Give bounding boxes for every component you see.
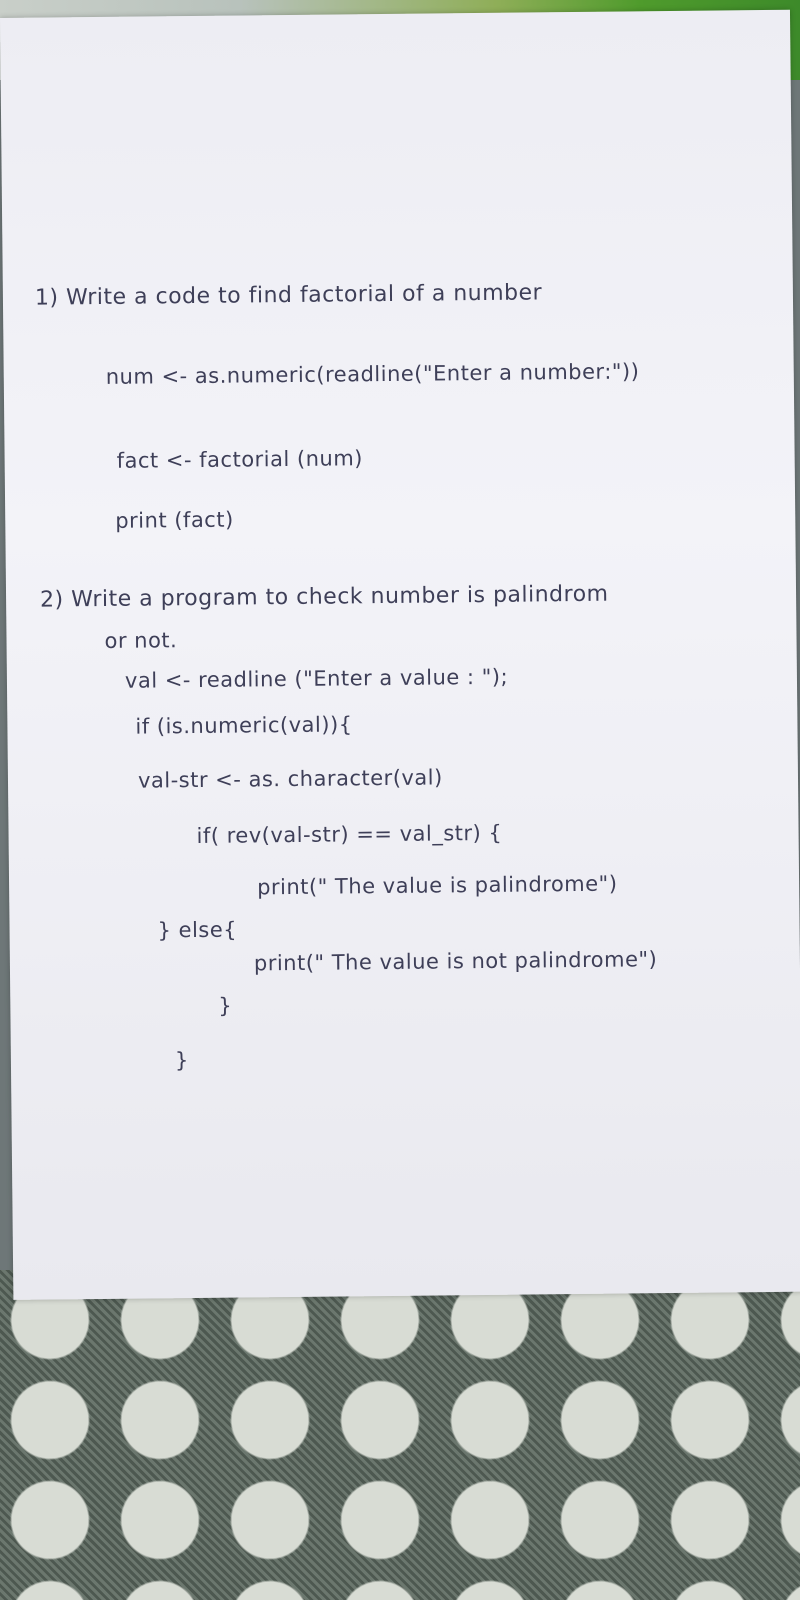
q1-code-line: fact <- factorial (num) — [116, 446, 364, 473]
q2-code-line: print(" The value is not palindrome") — [253, 947, 658, 976]
question-1-heading: 1) Write a code to find factorial of a number — [34, 280, 543, 311]
question-2-heading: 2) Write a program to check number is palindrom — [39, 581, 609, 613]
q2-code-line: val-str <- as. character(val) — [137, 765, 443, 793]
q1-code-line: num <- as.numeric(readline("Enter a number:")) — [105, 359, 640, 389]
q2-code-line: } else{ — [157, 917, 238, 943]
rug-background — [0, 1270, 800, 1600]
paper-sheet — [0, 10, 800, 1300]
q2-code-line: print(" The value is palindrome") — [256, 871, 618, 900]
question-2-heading-continued: or not. — [104, 628, 178, 653]
q2-code-line: if( rev(val-str) == val_str) { — [196, 820, 503, 848]
q2-code-line: } — [218, 993, 233, 1018]
q2-code-line: if (is.numeric(val)){ — [135, 712, 353, 739]
q2-code-line: } — [174, 1048, 189, 1073]
q1-code-line: print (fact) — [115, 507, 234, 533]
q2-code-line: val <- readline ("Enter a value : "); — [124, 664, 509, 693]
